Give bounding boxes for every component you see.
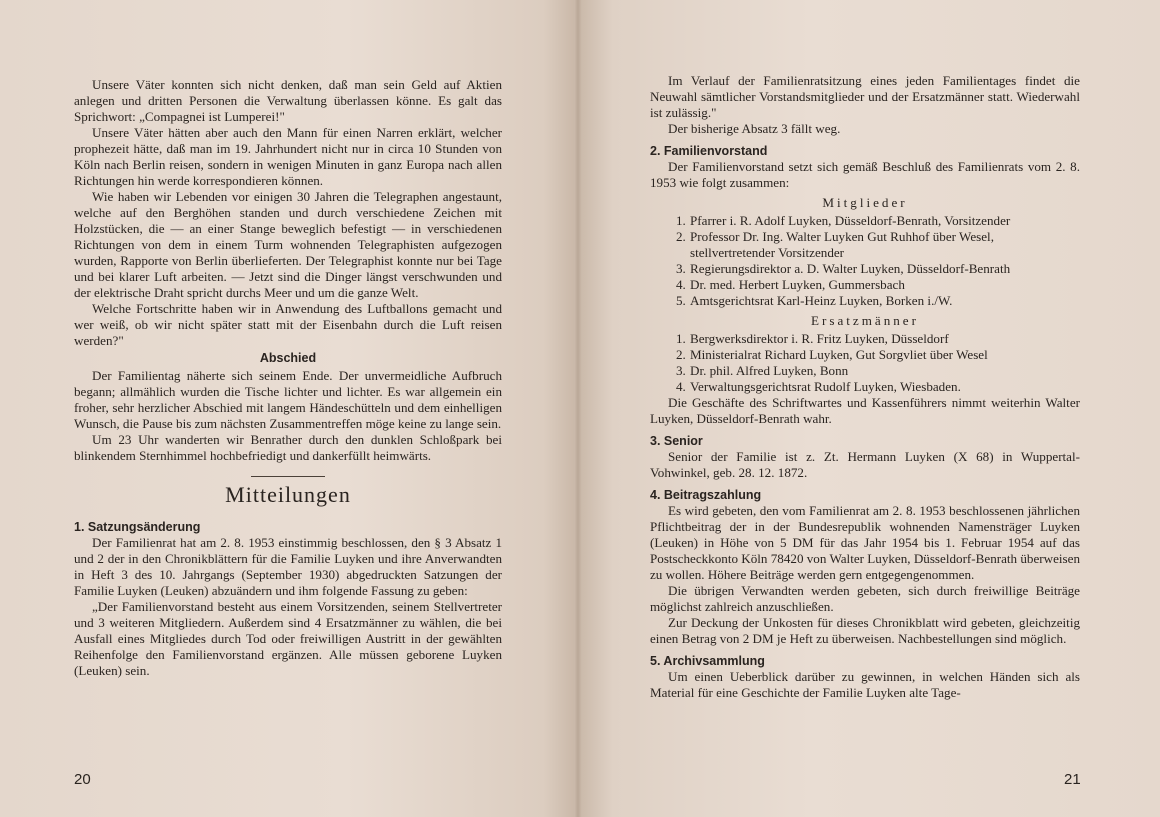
page-number-left: 20 <box>74 771 91 788</box>
list-item: 4. Verwaltungsgerichtsrat Rudolf Luyken, Wiesbaden. <box>676 379 961 394</box>
list-item: 2. Professor Dr. Ing. Walter Luyken Gut Ruhhof über Wesel, stellvertretender Vorsitzender <box>676 229 994 260</box>
paragraph: Senior der Familie ist z. Zt. Hermann Luyken (X 68) in Wuppertal-Vohwinkel, geb. 28. 12. 1872. <box>650 449 1080 480</box>
paragraph: Die übrigen Verwandten werden gebeten, sich durch freiwillige Beiträge möglichst zahlreich anzuschließen. <box>650 583 1080 614</box>
abschied-heading: Abschied <box>259 351 317 365</box>
list-item: 2. Ministerialrat Richard Luyken, Gut Sorgvliet über Wesel <box>676 347 988 362</box>
paragraph: Unsere Väter konnten sich nicht denken, daß man sein Geld auf Aktien anlegen und dritten Personen die Verwaltung überlassen könne. Es galt das Sprichwort: „Compagnei ist Lumperei!" <box>74 77 502 124</box>
paragraph: Die Geschäfte des Schriftwartes und Kassenführers nimmt weiterhin Walter Luyken, Düsseldorf-Benrath wahr. <box>650 395 1080 426</box>
paragraph: Der bisherige Absatz 3 fällt weg. <box>668 121 841 136</box>
beitrag-heading: 4. Beitragszahlung <box>650 488 762 502</box>
paragraph: Der Familienvorstand setzt sich gemäß Beschluß des Familienrats vom 2. 8. 1953 wie folgt zusammen: <box>650 159 1080 190</box>
right-text-column <box>650 73 1080 701</box>
paragraph: Im Verlauf der Familienratsitzung eines jeden Familientages findet die Neuwahl sämtlicher Vorstandsmitglieder und der Ersatzmänner statt. Wiederwahl ist zulässig." <box>650 73 1080 120</box>
vorstand-heading: 2. Familienvorstand <box>650 144 768 158</box>
satzung-heading: 1. Satzungsänderung <box>74 520 201 534</box>
list-item: 4. Dr. med. Herbert Luyken, Gummersbach <box>676 277 905 292</box>
divider-rule <box>251 476 325 477</box>
book-gutter <box>574 0 582 817</box>
paragraph: Der Familienrat hat am 2. 8. 1953 einstimmig beschlossen, den § 3 Absatz 1 und 2 der in den Chronikblättern für die Familie Luyken und ihre Anverwandten in Heft 3 des 10. Jahrgangs (September 1930) abgedruckten Satzungen der Familie Luyken (Leuken) abzuändern und ihm folgende Fassung zu geben: <box>74 535 502 598</box>
list-item: 1. Pfarrer i. R. Adolf Luyken, Düsseldorf-Benrath, Vorsitzender <box>676 213 1011 228</box>
paragraph: Unsere Väter hätten aber auch den Mann für einen Narren erklärt, welcher prophezeit hätte, daß man im 19. Jahrhundert nicht nur in circa 10 Stunden von Köln nach Berlin reisen, sondern in wenigen Minuten in ganz Europa nach allen Richtungen hin werde korrespondieren können. <box>74 125 502 188</box>
paragraph: Um 23 Uhr wanderten wir Benrather durch den dunklen Schloßpark bei blinkendem Sternhimmel hochbefriedigt und dankerfüllt heimwärts. <box>74 432 502 463</box>
page-number-right: 21 <box>1064 771 1081 788</box>
list-item: 5. Amtsgerichtsrat Karl-Heinz Luyken, Borken i./W. <box>676 293 953 308</box>
left-text-column <box>74 77 502 679</box>
section-title: Mitteilungen <box>225 482 351 507</box>
ersatz-label: Ersatzmänner <box>811 313 919 328</box>
paragraph: Zur Deckung der Unkosten für dieses Chronikblatt wird gebeten, gleichzeitig einen Betrag von 2 DM je Heft zu überweisen. Nachbestellungen sind möglich. <box>650 615 1080 646</box>
list-item: 3. Dr. phil. Alfred Luyken, Bonn <box>676 363 849 378</box>
paragraph: Welche Fortschritte haben wir in Anwendung des Luftballons gemacht und wer weiß, ob wir nicht später statt mit der Eisenbahn durch die Luft reisen werden?" <box>74 301 502 348</box>
senior-heading: 3. Senior <box>650 434 703 448</box>
list-item: 3. Regierungsdirektor a. D. Walter Luyken, Düsseldorf-Benrath <box>676 261 1011 276</box>
paragraph: Es wird gebeten, den vom Familienrat am 2. 8. 1953 beschlossenen jährlichen Pflichtbeitrag der in der Bundesrepublik wohnenden Namensträger Luyken (Leuken) in Höhe von 5 DM für das Jahr 1954 bis 1. Februar 1954 auf das Postscheckkonto Köln 78420 von Walter Luyken, Düsseldorf-Benrath überweisen zu wollen. Höhere Beiträge werden gern entgegengenommen. <box>650 503 1080 582</box>
list-item: 1. Bergwerksdirektor i. R. Fritz Luyken, Düsseldorf <box>676 331 949 346</box>
mitglieder-list <box>650 213 1080 309</box>
paragraph: „Der Familienvorstand besteht aus einem Vorsitzenden, seinem Stellvertreter und 3 weiteren Mitgliedern. Außerdem sind 4 Ersatzmänner zu wählen, die bei Ausfall eines Mitgliedes durch Tod oder freiwilligen Austritt in der gewählten Reihenfolge den Familienvorstand ergänzen. Alle müssen geborene Luyken (Leuken) sein. <box>74 599 502 678</box>
paragraph: Der Familientag näherte sich seinem Ende. Der unvermeidliche Aufbruch begann; allmählich wurden die Tische lichter und lichter. Es war allgemein ein froher, sehr herzlicher Abschied mit langem Händeschütteln und dem einhelligen Wunsch, die Pause bis zum nächsten Zusammentreffen möge keine zu lange sein. <box>74 368 502 431</box>
archiv-heading: 5. Archivsammlung <box>650 654 765 668</box>
paragraph: Um einen Ueberblick darüber zu gewinnen, in welchen Händen sich als Material für eine Geschichte der Familie Luyken alte Tage- <box>650 669 1080 700</box>
paragraph: Wie haben wir Lebenden vor einigen 30 Jahren die Telegraphen angestaunt, welche auf den Berghöhen standen und durch verschiedene Zeichen mit Holzstücken, die — an einer Stange beweglich befestigt — in verschiedenen Richtungen von dem in einem Turm wohnenden Telegraphisten aufgezogen wurden, Rapporte von Berlin überlieferten. Der Telegraphist konnte nur bei Tage und bei klarer Luft arbeiten. — Jetzt sind die Dinger längst verschwunden und der elektrische Draht spricht durchs Meer und um die ganze Welt. <box>74 189 502 300</box>
ersatz-list <box>650 331 1080 395</box>
mitglieder-label: Mitglieder <box>822 195 908 210</box>
